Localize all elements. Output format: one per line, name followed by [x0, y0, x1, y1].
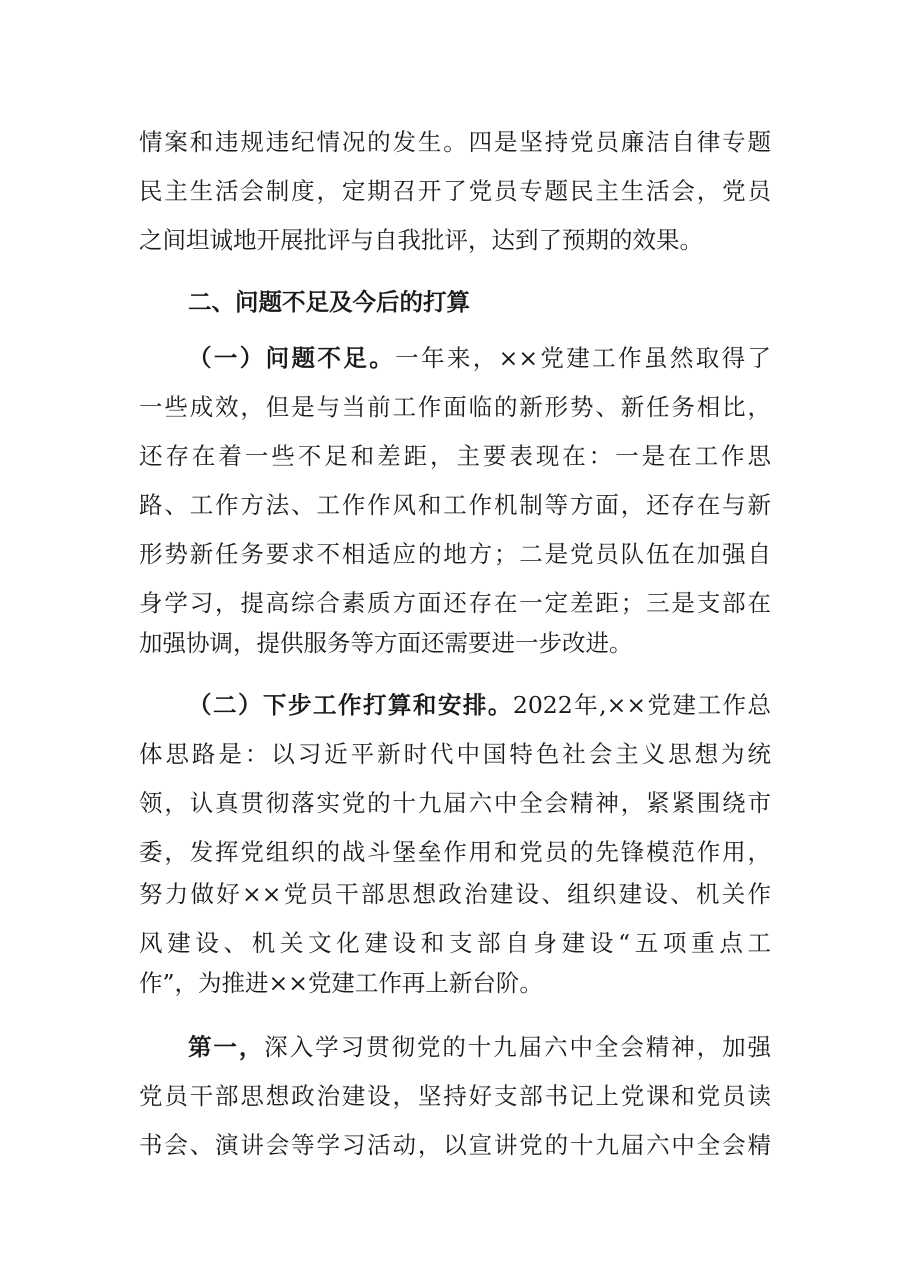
paragraph-line: 身学习，提高综合素质方面还存在一定差距；三是支部在: [139, 589, 771, 617]
paragraph-line: [188, 341, 771, 375]
paragraph-line: 努力做好××党员干部思想政治建设、组织建设、机关作: [139, 880, 771, 908]
paragraph-text: 深入学习贯彻党的十九届六中全会精神，加强: [264, 1033, 772, 1061]
paragraph-line: 领，认真贯彻落实党的十九届六中全会精神，紧紧围绕市: [139, 789, 771, 817]
paragraph-line: 风建设、机关文化建设和支部自身建设“五项重点工: [139, 929, 771, 957]
paragraph-line: 一些成效，但是与当前工作面临的新形势、新任务相比，: [139, 393, 771, 421]
subsection-title: （二）下步工作打算和安排。: [188, 691, 513, 719]
section-heading: 二、问题不足及今后的打算: [188, 288, 470, 316]
paragraph-line: 体思路是：以习近平新时代中国特色社会主义思想为统: [139, 740, 771, 768]
paragraph-line: 加强协调，提供服务等方面还需要进一步改进。: [139, 629, 633, 657]
paragraph-line: 党员干部思想政治建设，坚持好支部书记上党课和党员读: [139, 1082, 771, 1110]
paragraph-line: 作”，为推进××党建工作再上新台阶。: [139, 969, 543, 997]
paragraph-line: 之间坦诚地开展批评与自我批评，达到了预期的效果。: [139, 226, 703, 254]
paragraph-line: 形势新任务要求不相适应的地方；二是党员队伍在加强自: [139, 540, 771, 568]
paragraph-line: 路、工作方法、工作作风和工作机制等方面，还存在与新: [139, 491, 771, 519]
paragraph-line: 民主生活会制度，定期召开了党员专题民主生活会，党员: [139, 177, 771, 205]
paragraph-line: 书会、演讲会等学习活动，以宣讲党的十九届六中全会精: [139, 1131, 771, 1159]
paragraph-line: [188, 1030, 771, 1064]
paragraph-text: 一年来，××党建工作虽然取得了: [395, 344, 771, 372]
item-lead: 第一，: [188, 1033, 265, 1061]
paragraph-line: [188, 688, 771, 722]
paragraph-line: 还存在着一些不足和差距，主要表现在：一是在工作思: [139, 442, 771, 470]
subsection-title: （一）问题不足。: [188, 344, 396, 372]
paragraph-text: 2022年,××党建工作总: [512, 691, 771, 719]
paragraph-line: 委，发挥党组织的战斗堡垒作用和党员的先锋模范作用，: [139, 838, 771, 866]
paragraph-line: 情案和违规违纪情况的发生。四是坚持党员廉洁自律专题: [139, 128, 771, 156]
